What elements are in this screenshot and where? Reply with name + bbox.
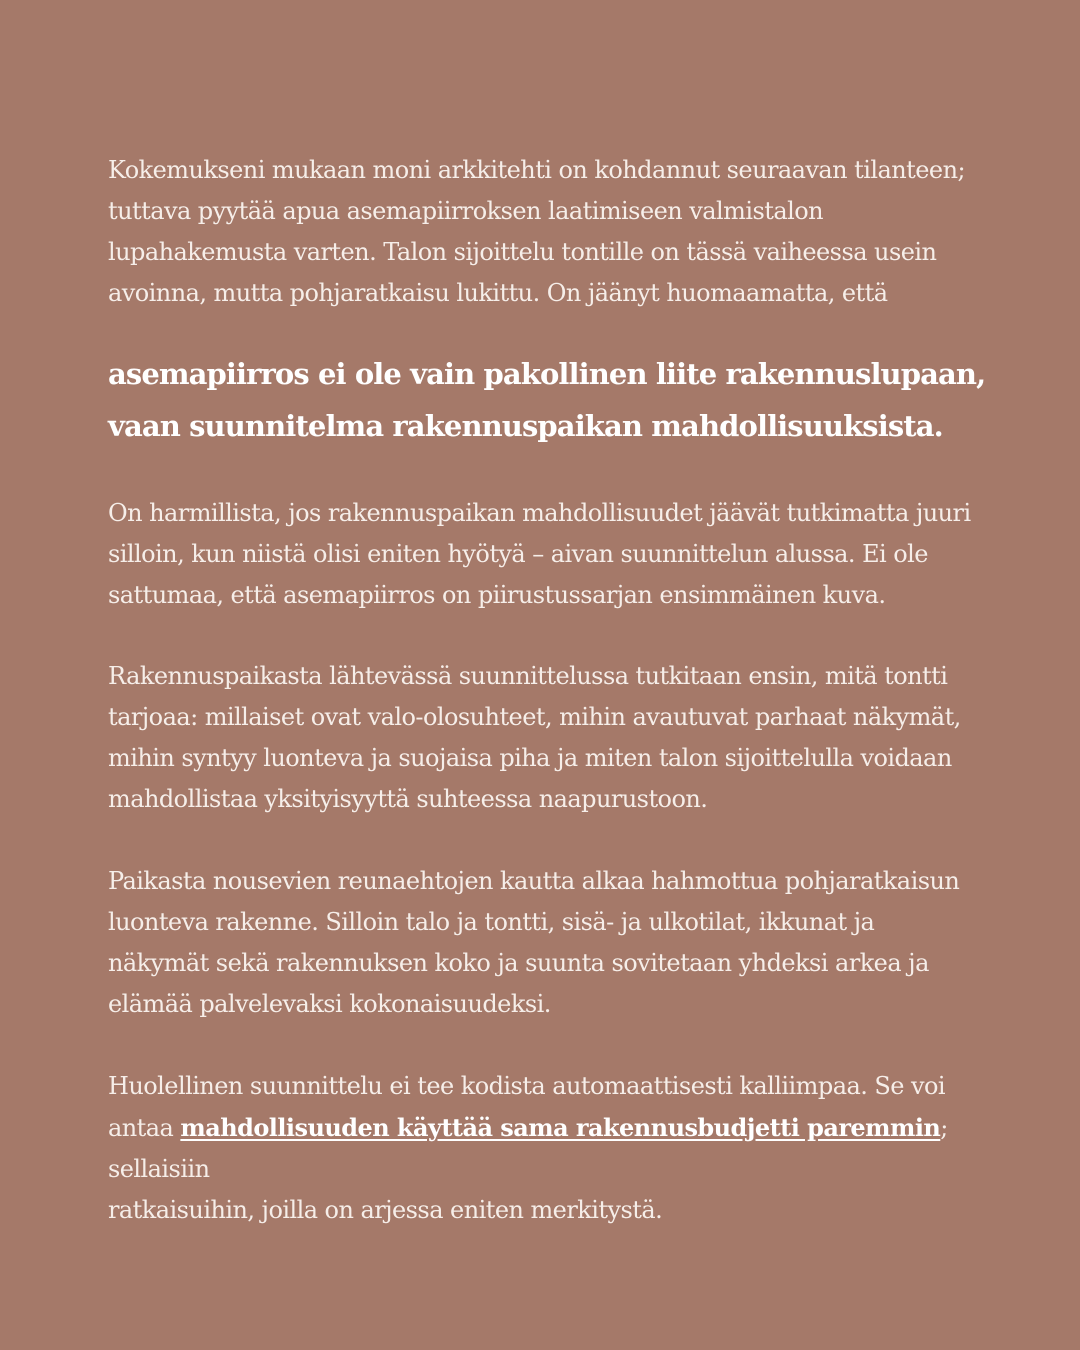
- paragraph-3: Rakennuspaikasta lähtevässä suunnittelussa tutkitaan ensin, mitä tontti tarjoaa: millaiset ovat valo-olosuhteet, mihin avautuvat parhaat näkymät, mihin syntyy luonteva ja suojaisa piha ja miten talon sijoittelulla voidaan mahdollistaa yksityisyyttä suhteessa naapurustoon.: [108, 662, 961, 813]
- highlight-statement: asemapiirros ei ole vain pakollinen liite rakennuslupaan, vaan suunnitelma rakennuspaikan mahdollisuuksista.: [108, 357, 986, 443]
- paragraph-5-start: Huolellinen suunnittelu ei tee kodista automaattisesti kalliimpaa. Se voi antaa: [108, 1072, 946, 1142]
- paragraph-5-end: ; sellaisiin ratkaisuihin, joilla on arjessa eniten merkitystä.: [108, 1114, 948, 1224]
- paragraph-2: On harmillista, jos rakennuspaikan mahdollisuudet jäävät tutkimatta juuri silloin, kun niistä olisi eniten hyötyä – aivan suunnittelun alussa. Ei ole sattumaa, että asemapiirros on piirustussarjan ensimmäinen kuva.: [108, 499, 971, 609]
- budget-link[interactable]: mahdollisuuden käyttää sama rakennusbudjetti paremmin: [180, 1113, 941, 1142]
- paragraph-5: [108, 1066, 988, 1231]
- intro-paragraph: Kokemukseni mukaan moni arkkitehti on kohdannut seuraavan tilanteen; tuttava pyytää apua asemapiirroksen laatimiseen valmistalon lupahakemusta varten. Talon sijoittelu tontille on tässä vaiheessa usein avoinna, mutta pohjaratkaisu lukittu. On jäänyt huomaamatta, että: [108, 156, 966, 307]
- paragraph-4: Paikasta nousevien reunaehtojen kautta alkaa hahmottua pohjaratkaisun luonteva rakenne. Silloin talo ja tontti, sisä- ja ulkotilat, ikkunat ja näkymät sekä rakennuksen koko ja suunta sovitetaan yhdeksi arkea ja elämää palvelevaksi kokonaisuudeksi.: [108, 867, 960, 1018]
- article-text: [108, 150, 988, 1272]
